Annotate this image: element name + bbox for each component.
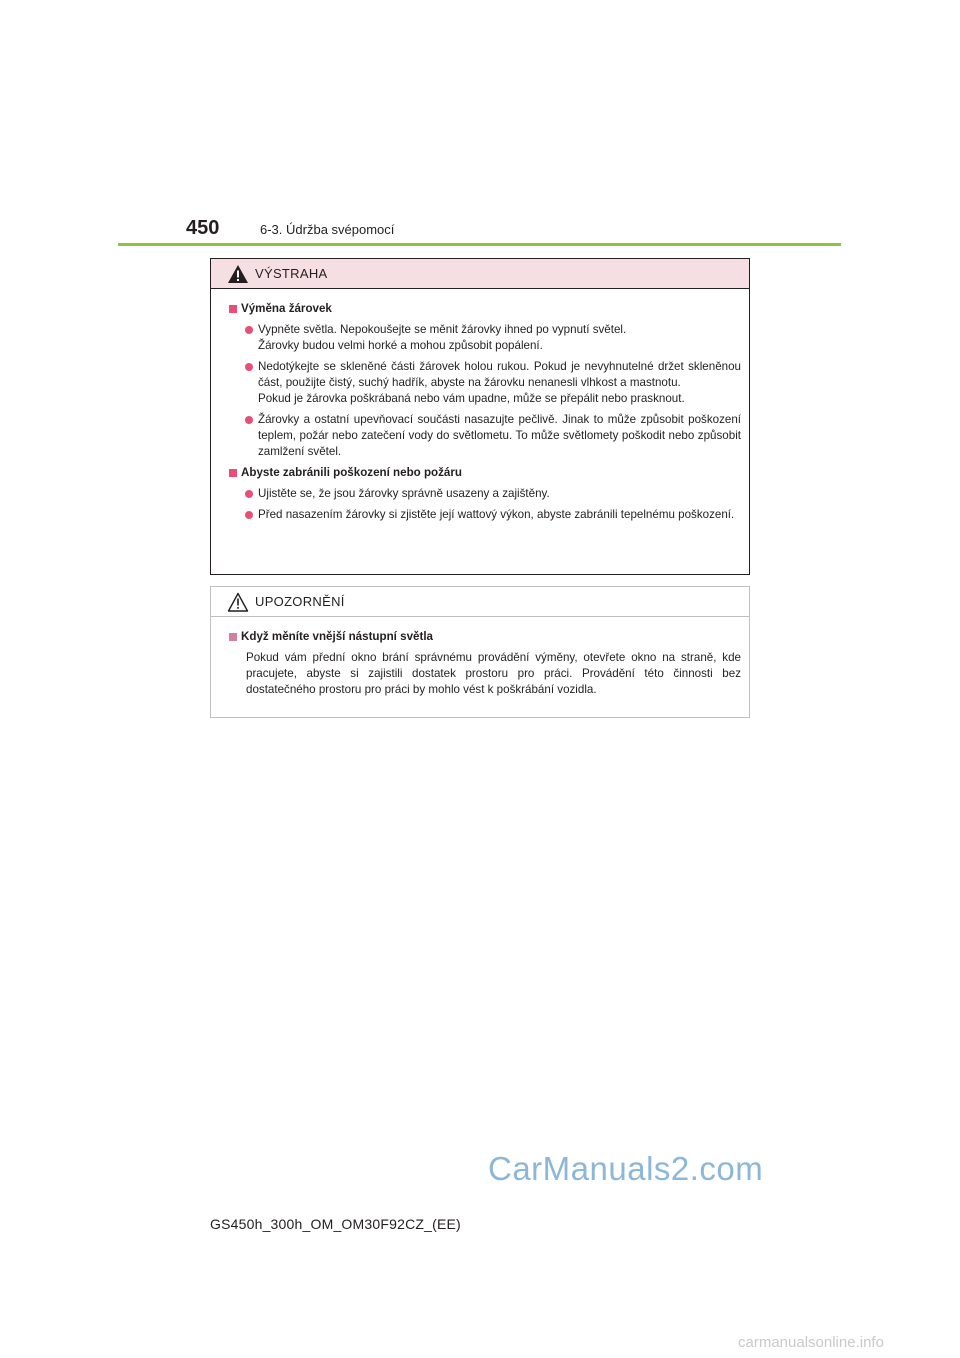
caution-body xyxy=(211,617,749,698)
bullet-item xyxy=(245,412,741,460)
warning-triangle-icon xyxy=(227,264,249,284)
square-bullet-icon xyxy=(229,469,237,477)
round-bullet-icon xyxy=(245,416,253,424)
footer-code: GS450h_300h_OM_OM30F92CZ_(EE) xyxy=(210,1216,461,1232)
caution-header xyxy=(211,587,749,617)
header-rule xyxy=(118,243,841,246)
round-bullet-icon xyxy=(245,511,253,519)
caution-box xyxy=(210,586,750,718)
square-bullet-icon xyxy=(229,633,237,641)
watermark-logo: CarManuals2.com xyxy=(488,1150,764,1187)
page-number: 450 xyxy=(186,217,220,239)
bullet-line: Pokud je žárovka poškrábaná nebo vám upadne, může se přepálit nebo prasknout. xyxy=(258,392,685,405)
bullet-item xyxy=(245,322,741,354)
warning-header xyxy=(211,259,749,289)
item-heading xyxy=(229,301,741,317)
bullet-line: Před nasazením žárovky si zjistěte její wattový výkon, abyste zabránili tepelnému poškození. xyxy=(258,508,735,521)
bullet-line: Nedotýkejte se skleněné části žárovek holou rukou. Pokud je nevyhnutelné držet skleněnou část, použijte čistý, suchý hadřík, abyste na žárovku nenanesli vlhkost a mastnotu. xyxy=(258,360,741,389)
bullet-item xyxy=(245,486,741,502)
caution-title: UPOZORNĚNÍ xyxy=(255,594,345,609)
watermark-site: carmanualsonline.info xyxy=(738,1334,884,1351)
round-bullet-icon xyxy=(245,490,253,498)
warning-body xyxy=(211,289,749,523)
heading-text: Když měníte vnější nástupní světla xyxy=(241,630,433,643)
square-bullet-icon xyxy=(229,305,237,313)
heading-text: Výměna žárovek xyxy=(241,302,332,315)
bullet-line: Žárovky budou velmi horké a mohou způsobit popálení. xyxy=(258,339,543,352)
caution-paragraph: Pokud vám přední okno brání správnému provádění výměny, otevřete okno na straně, kde pracujete, abyste si zajistili dostatek prostoru pro práci. Provádění této činnosti bez dostatečného prostoru pro práci by mohlo vést k poškrábání vozidla. xyxy=(246,651,741,696)
warning-box xyxy=(210,258,750,575)
warning-title: VÝSTRAHA xyxy=(255,266,328,281)
caution-triangle-icon xyxy=(227,592,249,612)
item-heading xyxy=(229,629,741,645)
bullet-line: Vypněte světla. Nepokoušejte se měnit žárovky ihned po vypnutí světel. xyxy=(258,323,627,336)
bullet-line: Ujistěte se, že jsou žárovky správně usazeny a zajištěny. xyxy=(258,487,550,500)
round-bullet-icon xyxy=(245,363,253,371)
round-bullet-icon xyxy=(245,326,253,334)
bullet-line: Žárovky a ostatní upevňovací součásti nasazujte pečlivě. Jinak to může způsobit poškození teplem, požár nebo zatečení vody do světlometu. To může světlomety poškodit nebo způsobit zamlžení světel. xyxy=(258,413,741,458)
heading-text: Abyste zabránili poškození nebo požáru xyxy=(241,466,462,479)
section-title: 6-3. Údržba svépomocí xyxy=(260,222,395,237)
bullet-item xyxy=(245,507,741,523)
item-heading xyxy=(229,465,741,481)
bullet-item xyxy=(245,359,741,407)
